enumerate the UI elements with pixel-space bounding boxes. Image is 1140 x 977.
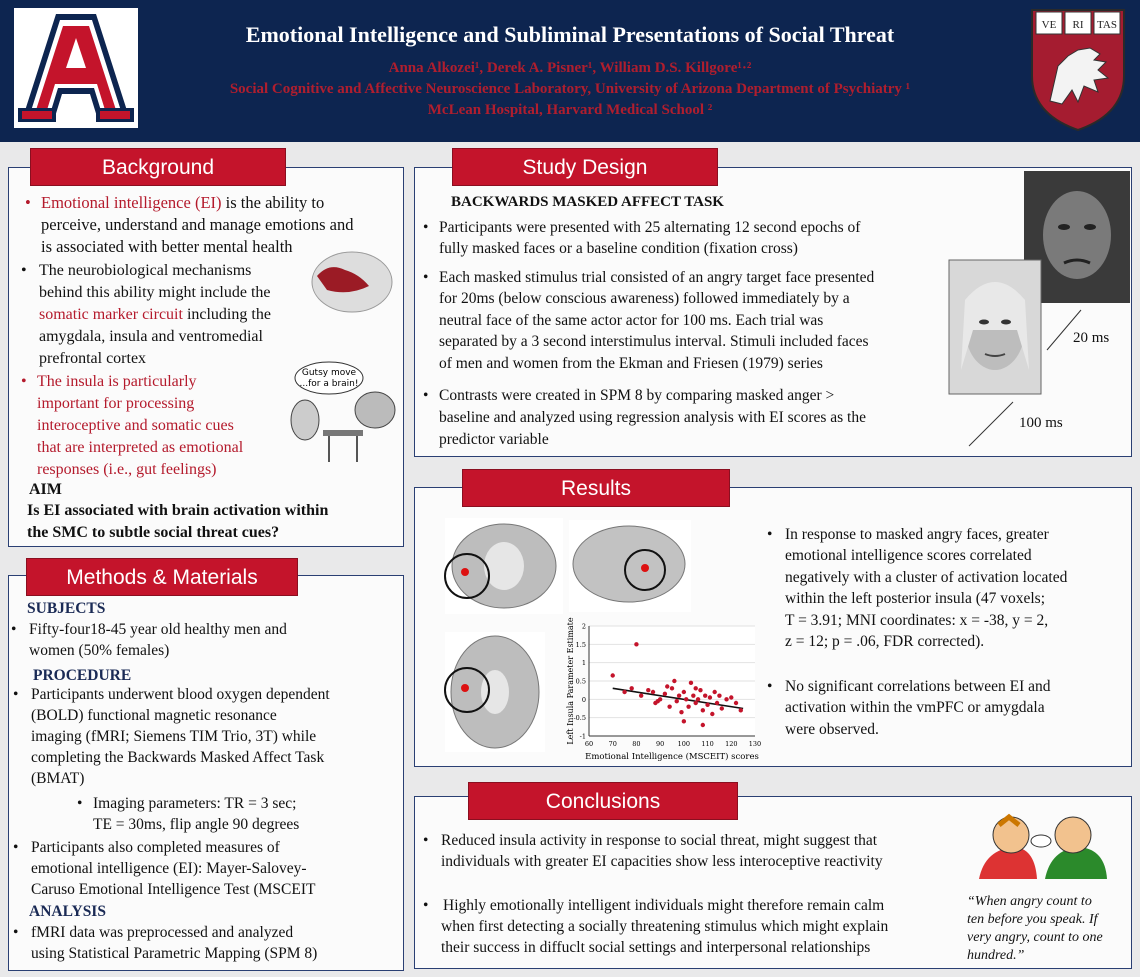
- quote-line-1: “When angry count to: [967, 894, 1092, 909]
- results-title: Results: [462, 469, 730, 507]
- x-tick-1: 70: [608, 740, 617, 748]
- data-point-23: [698, 688, 702, 692]
- data-point-13: [675, 699, 679, 703]
- result-2-line-2: activation within the vmPFC or amygdala: [785, 699, 1045, 716]
- affiliation-2: McLean Hospital, Harvard Medical School ²: [427, 102, 713, 118]
- data-point-16: [682, 690, 686, 694]
- data-point-32: [717, 693, 721, 697]
- design-b2-line-2: for 20ms (below conscious awareness) followed immediately by a: [439, 290, 850, 307]
- study-design-title: Study Design: [452, 148, 718, 186]
- angry-cartoon: [975, 809, 1111, 885]
- data-point-35: [729, 695, 733, 699]
- ua-letter: A: [75, 126, 77, 127]
- imaging-line-2: TE = 30ms, flip angle 90 degrees: [93, 816, 300, 833]
- analysis-heading: ANALYSIS: [29, 903, 106, 920]
- data-point-20: [691, 693, 695, 697]
- cartoon-bubble-1: Gutsy move: [301, 368, 357, 378]
- university-of-arizona-logo: [14, 8, 138, 128]
- label-20ms: 20 ms: [1073, 330, 1110, 346]
- result-1-line-2: emotional intelligence scores correlated: [785, 547, 1032, 564]
- affiliation-1: Social Cognitive and Affective Neuroscience Laboratory, University of Arizona Department of Psychiatry ¹: [229, 81, 911, 97]
- result-2-line-1: No significant correlations between EI and: [785, 678, 1051, 695]
- data-point-5: [646, 688, 650, 692]
- results-panel: -1 -0.5 0 0.5 1 1.5 2 60 70 80 90 100 110 120 130 Left Insula Parameter Estimate Emotional Intelligence (MSCEIT) scores • In response to masked angry faces, greater emotional intelligence scores correlated negatively with a cluster of activation located within the left posterior insula (47 voxels; T = 3.91; MNI coordinates: x = -38, y = 2, z = 12; p = .06, FDR corrected). • No significant correlations between EI and activation within the vmPFC or amygdala were observed.: [414, 487, 1132, 767]
- design-b2-line-3: neutral face of the same actor actor for 100 ms. Each trial was: [439, 312, 824, 329]
- procedure-line-1: Participants underwent blood oxygen dependent: [31, 686, 330, 703]
- neutral-face-stimulus: [949, 260, 1041, 394]
- y-tick-0: -1: [579, 732, 586, 741]
- y-tick-6: 2: [581, 622, 586, 631]
- b3-line-2: important for processing: [37, 395, 195, 412]
- data-point-28: [708, 695, 712, 699]
- b2-line-3-rest: including the: [182, 306, 271, 323]
- data-point-33: [720, 706, 724, 710]
- aim-line-2: the SMC to subtle social threat cues?: [27, 524, 280, 541]
- x-tick-labels: [585, 740, 761, 748]
- imaging-line-1: Imaging parameters: TR = 3 sec;: [93, 795, 297, 812]
- somatic-marker-term: somatic marker circuit: [39, 306, 183, 323]
- poster-header: [0, 0, 1140, 142]
- conclusion-1-line-2: individuals with greater EI capacities show less interoceptive reactivity: [441, 853, 883, 870]
- data-point-31: [715, 701, 719, 705]
- ei-measure-line-3: Caruso Emotional Intelligence Test (MSCEIT: [31, 881, 316, 898]
- x-tick-6: 120: [725, 740, 738, 748]
- result-1-line-3: negatively with a cluster of activation located: [785, 569, 1068, 586]
- label-100ms: 100 ms: [1019, 415, 1063, 431]
- y-tick-2: 0: [581, 695, 586, 704]
- methods-title: Methods & Materials: [26, 558, 298, 596]
- design-b2-line-1: Each masked stimulus trial consisted of an angry target face presented: [439, 269, 875, 286]
- authors: Anna Alkozei¹, Derek A. Pisner¹, William D.S. Killgore¹·²: [388, 60, 752, 76]
- data-point-36: [734, 701, 738, 705]
- x-tick-0: 60: [584, 740, 594, 748]
- ei-measure-line-2: emotional intelligence (EI): Mayer-Salovey-: [31, 860, 307, 877]
- data-point-10: [667, 704, 671, 708]
- b3-line-3: interoceptive and somatic cues: [37, 417, 234, 434]
- y-tick-4: 1: [581, 659, 586, 668]
- conclusion-1-line-1: Reduced insula activity in response to social threat, might suggest that: [441, 832, 878, 849]
- b1-line-3: is associated with better mental health: [41, 237, 293, 256]
- data-point-17: [684, 697, 688, 701]
- design-b2-line-4: separated by a 3 second interstimulus interval. Stimuli included faces: [439, 333, 869, 350]
- data-point-0: [634, 642, 638, 646]
- result-2-line-3: were observed.: [785, 721, 879, 738]
- analysis-line-1: fMRI data was preprocessed and analyzed: [31, 924, 294, 941]
- b1-line-2: perceive, understand and manage emotions and: [41, 215, 354, 234]
- data-point-9: [663, 692, 667, 696]
- data-point-39: [694, 686, 698, 690]
- background-title: Background: [30, 148, 286, 186]
- shield-word-3: TAS: [1097, 19, 1117, 31]
- conclusion-2-line-1: Highly emotionally intelligent individuals might therefore remain calm: [443, 897, 885, 914]
- axial-brain-slice: [445, 632, 545, 752]
- b2-line-5: prefrontal cortex: [39, 350, 147, 367]
- conclusions-title: Conclusions: [468, 782, 738, 820]
- b2-line-2: behind this ability might include the: [39, 284, 271, 301]
- data-point-15: [679, 710, 683, 714]
- y-tick-5: 1.5: [575, 640, 586, 649]
- data-point-19: [689, 681, 693, 685]
- shield-word-1: VE: [1041, 19, 1057, 31]
- aim-line-1: Is EI associated with brain activation within: [27, 502, 329, 519]
- coronal-brain-slice: [445, 518, 563, 614]
- b2-line-4: amygdala, insula and ventromedial: [39, 328, 263, 345]
- x-tick-5: 110: [701, 740, 714, 748]
- data-point-38: [682, 719, 686, 723]
- y-tick-1: -0.5: [573, 714, 586, 723]
- result-1-line-1: In response to masked angry faces, greater: [785, 526, 1049, 543]
- harvard-shield-logo: [1028, 6, 1128, 132]
- y-tick-labels: [573, 623, 586, 741]
- design-b2-line-5: of men and women from the Ekman and Friesen (1979) series: [439, 355, 823, 372]
- poster-title: Emotional Intelligence and Subliminal Presentations of Social Threat: [245, 22, 895, 47]
- data-point-41: [656, 699, 660, 703]
- data-point-37: [739, 708, 743, 712]
- x-tick-4: 100: [677, 740, 691, 748]
- sagittal-brain-slice: [569, 520, 691, 612]
- subjects-line-2: women (50% females): [29, 642, 170, 659]
- b3-line-5: responses (i.e., gut feelings): [37, 461, 217, 478]
- design-b3-line-1: Contrasts were created in SPM 8 by comparing masked anger >: [439, 387, 835, 404]
- y-tick-3: 0.5: [575, 677, 586, 686]
- conclusion-2-line-3: their success in diffuclt social settings and interpersonal relationships: [441, 939, 871, 956]
- conclusions-panel: • Reduced insula activity in response to social threat, might suggest that individuals with greater EI capacities show less interoceptive reactivity • Highly emotionally intelligent individuals might therefore remain calm when first detecting a socially threatening stimulus which might explain their success in diffuclt social settings and interpersonal relationships “When angry count to ten before you speak. If very angry, count to one hundred.”: [414, 796, 1132, 969]
- data-point-34: [724, 697, 728, 701]
- design-b1-line-1: Participants were presented with 25 alternating 12 second epochs of: [439, 219, 861, 236]
- procedure-line-2: (BOLD) functional magnetic resonance: [31, 707, 277, 724]
- data-point-21: [694, 701, 698, 705]
- task-heading: BACKWARDS MASKED AFFECT TASK: [451, 194, 724, 210]
- insula-scatter-plot: [563, 617, 762, 764]
- design-b3-line-3: predictor variable: [439, 431, 549, 448]
- data-point-18: [686, 704, 690, 708]
- data-point-40: [665, 684, 669, 688]
- data-point-24: [701, 708, 705, 712]
- result-1-line-5: T = 3.91; MNI coordinates: x = -38, y = 2,: [785, 612, 1049, 629]
- b3-line-1: The insula is particularly: [37, 373, 197, 390]
- x-tick-7: 130: [748, 740, 762, 748]
- brain-illustration: [309, 246, 395, 316]
- b2-line-1: The neurobiological mechanisms: [39, 262, 252, 279]
- procedure-line-4: completing the Backwards Masked Affect Task: [31, 749, 325, 766]
- methods-panel: SUBJECTS • Fifty-four18-45 year old healthy men and women (50% females) PROCEDURE • Participants underwent blood oxygen dependent (BOLD) functional magnetic resonance imaging (fMRI; Siemens TIM Trio, 3T) while completing the Backwards Masked Affect Task (BMAT) • Imaging parameters: TR = 3 sec; TE = 30ms, flip angle 90 degrees • Participants also completed measures of emotional intelligence (EI): Mayer-Salovey- Caruso Emotional Intelligence Test (MSCEIT ANALYSIS • fMRI data was preprocessed and analyzed using Statistical Parametric Mapping (SPM 8): [8, 575, 404, 971]
- arrow-100ms: [965, 400, 1015, 450]
- aim-label: AIM: [29, 481, 62, 498]
- data-point-26: [703, 693, 707, 697]
- quote-line-2: ten before you speak. If: [967, 912, 1098, 927]
- procedure-heading: PROCEDURE: [33, 667, 132, 684]
- data-point-1: [611, 673, 615, 677]
- x-axis-label: Emotional Intelligence (MSCEIT) scores: [585, 752, 759, 762]
- gut-cartoon: [283, 358, 399, 468]
- data-point-11: [670, 686, 674, 690]
- x-tick-3: 90: [656, 740, 665, 748]
- b3-line-4: that are interpreted as emotional: [37, 439, 244, 456]
- conclusion-2-line-2: when first detecting a socially threatening stimulus which might explain: [441, 918, 889, 935]
- x-tick-2: 80: [632, 740, 641, 748]
- b1-rest: is the ability to: [221, 193, 325, 212]
- quote-line-4: hundred.”: [967, 948, 1025, 963]
- procedure-line-3: imaging (fMRI; Siemens TIM Trio, 3T) while: [31, 728, 317, 745]
- data-point-30: [712, 690, 716, 694]
- subjects-line-1: Fifty-four18-45 year old healthy men and: [29, 621, 287, 638]
- data-point-3: [629, 686, 633, 690]
- analysis-line-2: using Statistical Parametric Mapping (SPM 8): [31, 945, 318, 962]
- procedure-line-5: (BMAT): [31, 770, 85, 787]
- ei-measure-line-1: Participants also completed measures of: [31, 839, 280, 856]
- design-b3-line-2: baseline and analyzed using regression analysis with EI scores as the: [439, 409, 866, 426]
- data-point-4: [639, 693, 643, 697]
- study-design-panel: BACKWARDS MASKED AFFECT TASK • Participants were presented with 25 alternating 12 second epochs of fully masked faces or a baseline condition (fixation cross) • Each masked stimulus trial consisted of an angry target face presented for 20ms (below conscious awareness) followed immediately by a neutral face of the same actor actor for 100 ms. Each trial was separated by a 3 second interstimulus interval. Stimuli included faces of men and women from the Ekman and Friesen (1979) series • Contrasts were created in SPM 8 by comparing masked anger > baseline and analyzed using regression analysis with EI scores as the predictor variable 20 ms 100 ms: [414, 167, 1132, 457]
- data-point-29: [710, 712, 714, 716]
- subjects-heading: SUBJECTS: [27, 600, 106, 617]
- shield-word-2: RI: [1072, 19, 1084, 31]
- data-point-12: [672, 679, 676, 683]
- background-panel: • Emotional intelligence (EI) is the ability to perceive, understand and manage emotions and is associated with better mental health • The neurobiological mechanisms behind this ability might include the somatic marker circuit including the amygdala, insula and ventromedial prefrontal cortex • The insula is particularly important for processing interoceptive and somatic cues that are interpreted as emotional responses (i.e., gut feelings) Gutsy move ...for a brain! AIM Is EI associated with brain activation within the SMC to subtle social threat cues?: [8, 167, 404, 547]
- design-b1-line-2: fully masked faces or a baseline condition (fixation cross): [439, 240, 798, 257]
- data-point-25: [701, 723, 705, 727]
- data-point-14: [677, 693, 681, 697]
- result-1-line-4: within the left posterior insula (47 voxels;: [785, 590, 1046, 607]
- cartoon-bubble-2: ...for a brain!: [299, 379, 359, 389]
- ei-term: Emotional intelligence (EI): [41, 193, 222, 212]
- data-point-22: [696, 697, 700, 701]
- data-point-2: [622, 690, 626, 694]
- data-point-27: [705, 703, 709, 707]
- data-point-6: [651, 690, 655, 694]
- result-1-line-6: z = 12; p = .06, FDR corrected).: [785, 633, 985, 650]
- y-axis-label: Left Insula Parameter Estimate: [566, 617, 575, 745]
- quote-line-3: very angry, count to one: [967, 930, 1103, 945]
